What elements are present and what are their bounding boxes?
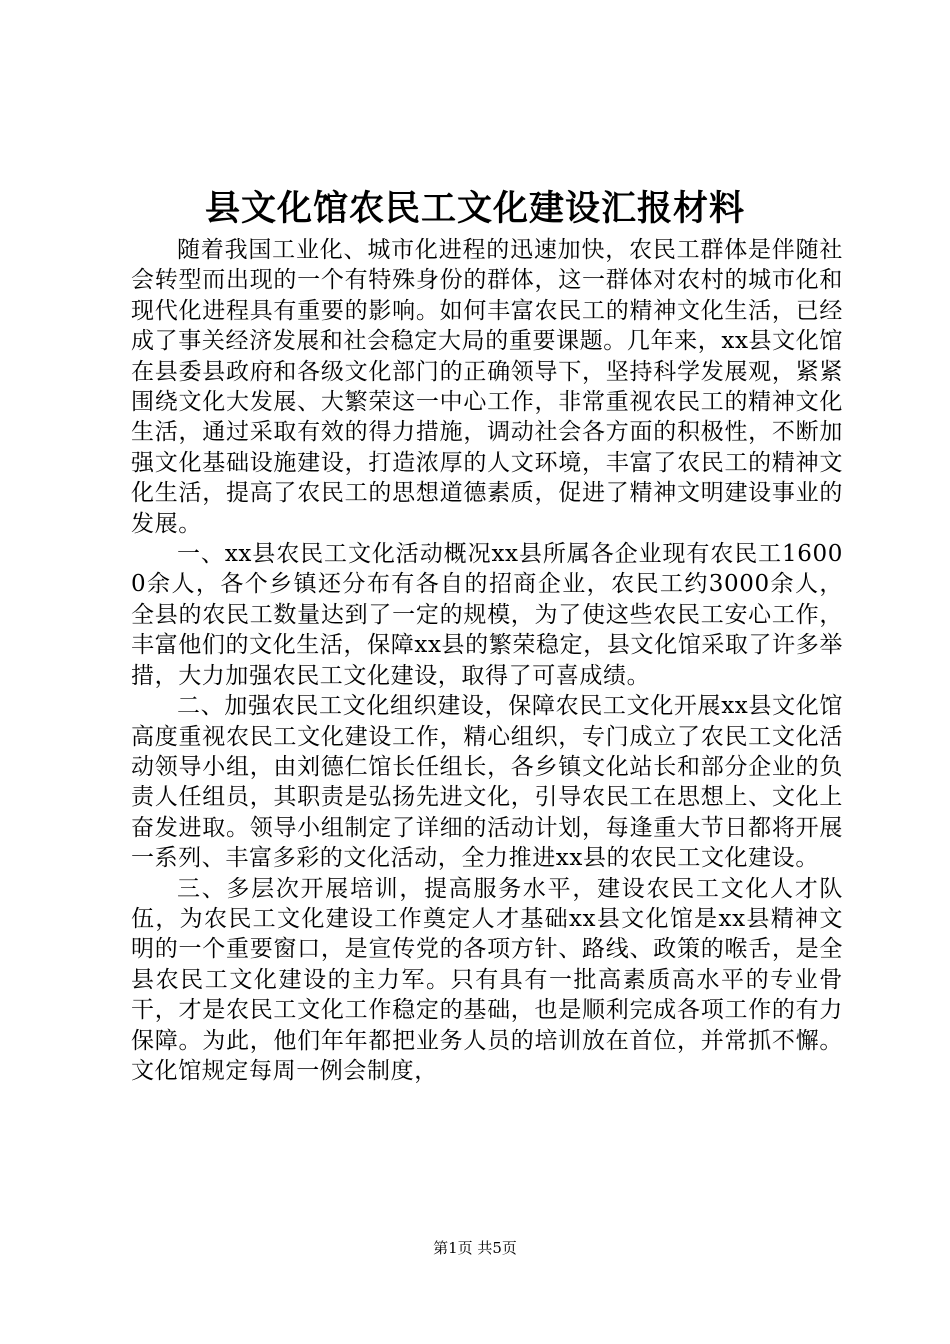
paragraph-intro: 随着我国工业化、城市化进程的迅速加快，农民工群体是伴随社会转型而出现的一个有特殊身份的群体，这一群体对农村的城市化和现代化进程具有重要的影响。如何丰富农民工的精神文化生活，已经成了事关经济发展和社会稳定大局的重要课题。几年来，xx县文化馆在县委县政府和各级文化部门的正确领导下，坚持科学发展观，紧紧围绕文化大发展、大繁荣这一中心工作，非常重视农民工的精神文化生活，通过采取有效的得力措施，调动社会各方面的积极性，不断加强文化基础设施建设，打造浓厚的人文环境，丰富了农民工的精神文化生活，提高了农民工的思想道德素质，促进了精神文明建设事业的发展。 bbox=[131, 237, 843, 537]
paragraph-section-3: 三、多层次开展培训，提高服务水平，建设农民工文化人才队伍，为农民工文化建设工作奠定人才基础xx县文化馆是xx县精神文明的一个重要窗口，是宣传党的各项方针、路线、政策的喉舌，是全县农民工文化建设的主力军。只有具有一批高素质高水平的专业骨干，才是农民工文化工作稳定的基础，也是顺利完成各项工作的有力保障。为此，他们年年都把业务人员的培训放在首位，并常抓不懈。文化馆规定每周一例会制度， bbox=[131, 875, 843, 1084]
page-number-footer: 第1页 共5页 bbox=[433, 1239, 517, 1257]
document-body bbox=[131, 235, 843, 1086]
paragraph-section-2: 二、加强农民工文化组织建设，保障农民工文化开展xx县文化馆高度重视农民工文化建设工作，精心组织，专门成立了农民工文化活动领导小组，由刘德仁馆长任组长，各乡镇文化站长和部分企业的负责人任组员，其职责是弘扬先进文化，引导农民工在思想上、文化上奋发进取。领导小组制定了详细的活动计划，每逢重大节日都将开展一系列、丰富多彩的文化活动，全力推进xx县的农民工文化建设。 bbox=[131, 693, 843, 872]
document-title: 县文化馆农民工文化建设汇报材料 bbox=[204, 188, 745, 229]
paragraph-section-1: 一、xx县农民工文化活动概况xx县所属各企业现有农民工16000余人，各个乡镇还分布有各自的招商企业，农民工约3000余人，全县的农民工数量达到了一定的规模，为了使这些农民工安心工作，丰富他们的文化生活，保障xx县的繁荣稳定，县文化馆采取了许多举措，大力加强农民工文化建设，取得了可喜成绩。 bbox=[131, 541, 843, 689]
